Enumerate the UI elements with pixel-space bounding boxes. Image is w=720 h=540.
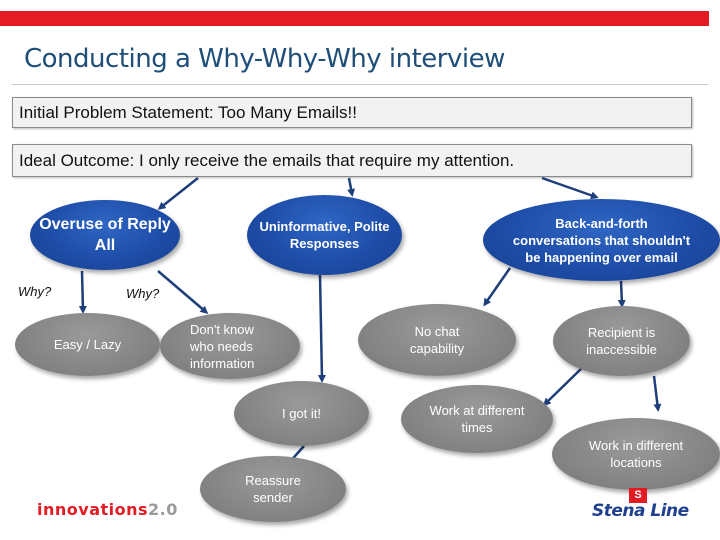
cause-uninformative-label: Uninformative, Polite Responses bbox=[259, 219, 390, 251]
cause-back-and-forth bbox=[483, 199, 720, 281]
arrow-backforth-to-nochat bbox=[485, 268, 510, 304]
arrow-recipient-to-locations bbox=[654, 376, 658, 409]
arrow-backforth-to-recipient bbox=[621, 281, 622, 305]
arrow-recipient-to-work bbox=[545, 366, 584, 404]
cause-recipient-label: Recipient is inaccessible bbox=[586, 325, 657, 357]
arrow-overuse-to-dontknow bbox=[158, 271, 206, 312]
cause-uninformative-responses bbox=[247, 195, 402, 275]
cause-reassure-sender bbox=[200, 456, 346, 522]
stena-line-wordmark: Stena Line bbox=[592, 501, 689, 521]
why-label: Why? bbox=[126, 286, 160, 301]
cause-no-chat bbox=[358, 304, 516, 376]
cause-easy-lazy bbox=[15, 313, 160, 376]
cause-dont-know bbox=[160, 313, 300, 379]
stena-flag-icon: S bbox=[629, 488, 647, 503]
arrow-uninformative-to-igotit bbox=[320, 275, 322, 380]
innovations-logo-version: 2.0 bbox=[148, 500, 178, 519]
cause-work-times-label: Work at different times bbox=[429, 403, 525, 435]
arrow-outcome-to-uninformative bbox=[349, 178, 352, 194]
cause-work-locations-label: Work in different locations bbox=[588, 438, 684, 470]
cause-i-got-it bbox=[234, 381, 369, 446]
cause-work-locations bbox=[552, 418, 720, 490]
arrow-outcome-to-overuse bbox=[160, 178, 198, 208]
cause-i-got-it-label: I got it! bbox=[281, 406, 322, 421]
cause-recipient-inaccessible bbox=[553, 306, 690, 376]
cause-work-times bbox=[401, 385, 553, 453]
innovations-logo-text: innovations bbox=[37, 500, 149, 519]
cause-dont-know-label: Don't know who needs information bbox=[190, 321, 255, 371]
arrow-outcome-to-backforth bbox=[542, 178, 596, 197]
page-title: Conducting a Why-Why-Why interview bbox=[24, 44, 505, 74]
innovations-logo bbox=[37, 500, 178, 519]
arrow-overuse-to-easy bbox=[82, 271, 83, 311]
problem-statement-box: Initial Problem Statement: Too Many Emails!! bbox=[12, 97, 692, 128]
why-label: Why? bbox=[18, 284, 52, 299]
cause-no-chat-label: No chat capability bbox=[409, 324, 465, 356]
cause-reassure-label: Reassure sender bbox=[245, 473, 301, 505]
cause-overuse-reply-all bbox=[30, 200, 180, 270]
ideal-outcome-box: Ideal Outcome: I only receive the emails that require my attention. bbox=[12, 144, 692, 177]
cause-back-and-forth-label: Back-and-forth conversations that shouldn't be happening over email bbox=[512, 215, 691, 265]
cause-easy-lazy-label: Easy / Lazy bbox=[53, 337, 122, 352]
cause-overuse-label: Overuse of Reply All bbox=[39, 216, 171, 254]
stena-line-logo bbox=[592, 488, 689, 524]
